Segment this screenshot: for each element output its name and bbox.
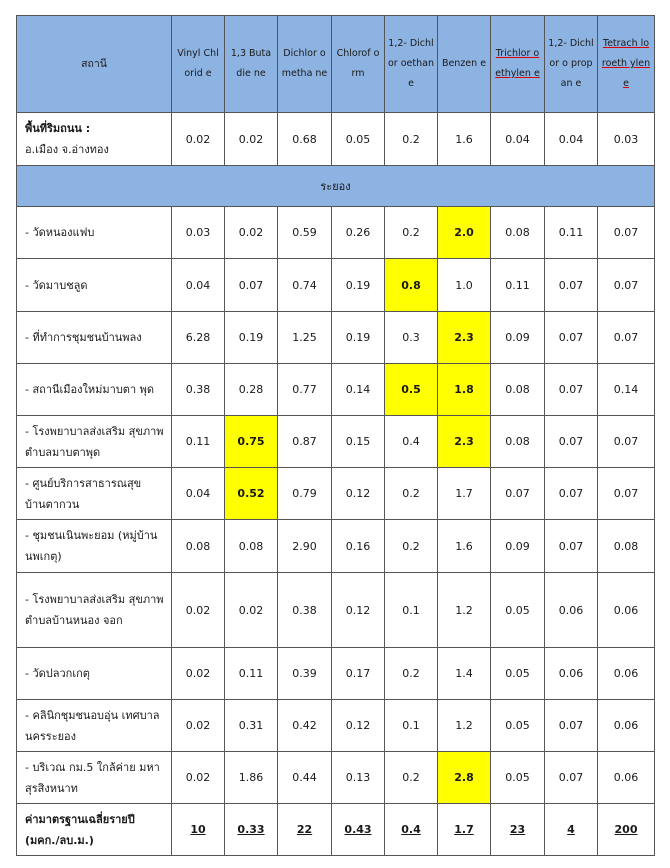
table-row [17, 207, 655, 259]
concentration-cell: 0.07 [545, 468, 598, 520]
concentration-cell: 0.02 [172, 573, 225, 648]
concentration-cell: 0.74 [278, 259, 332, 312]
standard-value-cell: 10 [172, 804, 225, 856]
table-row [17, 752, 655, 804]
concentration-cell: 0.3 [385, 312, 438, 364]
station-name: - โรงพยาบาลส่งเสริม สุขภาพตำบลบ้านหนอง จอก [17, 573, 172, 648]
concentration-cell: 0.11 [545, 207, 598, 259]
concentration-cell: 0.38 [172, 364, 225, 416]
pollutant-column-label: Tetrach loroeth ylene [601, 38, 651, 89]
concentration-cell: 0.07 [598, 416, 655, 468]
concentration-cell: 0.02 [225, 113, 278, 166]
concentration-cell: 0.28 [225, 364, 278, 416]
concentration-cell: 0.07 [545, 416, 598, 468]
concentration-cell: 0.03 [598, 113, 655, 166]
table-row-annual-standard [17, 804, 655, 856]
table-row [17, 468, 655, 520]
concentration-cell: 0.38 [278, 573, 332, 648]
concentration-cell: 0.19 [225, 312, 278, 364]
exceeding-concentration-cell: 0.8 [385, 259, 438, 312]
pollutant-column-header [225, 16, 278, 113]
concentration-cell: 0.31 [225, 700, 278, 752]
concentration-cell: 0.26 [332, 207, 385, 259]
concentration-cell: 1.6 [438, 520, 491, 573]
concentration-cell: 0.13 [332, 752, 385, 804]
table-row [17, 520, 655, 573]
table-row [17, 416, 655, 468]
concentration-cell: 0.08 [172, 520, 225, 573]
concentration-cell: 2.90 [278, 520, 332, 573]
concentration-cell: 0.05 [491, 573, 545, 648]
station-name: - ศูนย์บริการสาธารณสุข บ้านตากวน [17, 468, 172, 520]
table-row-roadside [17, 113, 655, 166]
concentration-cell: 0.11 [491, 259, 545, 312]
concentration-cell: 0.07 [598, 468, 655, 520]
concentration-cell: 0.17 [332, 648, 385, 700]
standard-value-cell: 0.43 [332, 804, 385, 856]
concentration-cell: 0.68 [278, 113, 332, 166]
annual-standard-label: ค่ามาตรฐานเฉลี่ยรายปี (มคก./ลบ.ม.) [17, 804, 172, 856]
table-header-row [17, 16, 655, 113]
concentration-cell: 0.02 [172, 700, 225, 752]
concentration-cell: 0.02 [172, 648, 225, 700]
concentration-cell: 0.08 [598, 520, 655, 573]
pollutant-column-label: Vinyl Chlorid e [177, 48, 219, 79]
exceeding-concentration-cell: 2.8 [438, 752, 491, 804]
table-row [17, 364, 655, 416]
standard-value-cell: 22 [278, 804, 332, 856]
station-name: - วัดปลวกเกตุ [17, 648, 172, 700]
concentration-cell: 0.08 [491, 207, 545, 259]
concentration-cell: 0.06 [545, 573, 598, 648]
concentration-cell: 0.05 [491, 648, 545, 700]
concentration-cell: 0.08 [491, 364, 545, 416]
concentration-cell: 0.05 [491, 752, 545, 804]
concentration-cell: 0.11 [225, 648, 278, 700]
concentration-cell: 1.86 [225, 752, 278, 804]
concentration-cell: 0.07 [545, 520, 598, 573]
concentration-cell: 0.79 [278, 468, 332, 520]
pollutant-column-header [385, 16, 438, 113]
station-name: - วัดมาบชลูด [17, 259, 172, 312]
concentration-cell: 0.39 [278, 648, 332, 700]
concentration-cell: 0.04 [545, 113, 598, 166]
concentration-cell: 0.07 [225, 259, 278, 312]
standard-value-cell: 1.7 [438, 804, 491, 856]
pollutant-column-header [491, 16, 545, 113]
exceeding-concentration-cell: 1.8 [438, 364, 491, 416]
standard-value-cell: 200 [598, 804, 655, 856]
station-name [17, 113, 172, 166]
concentration-cell: 1.2 [438, 700, 491, 752]
pollutant-column-header [545, 16, 598, 113]
pollutant-column-label: 1,2- Dichlor oethan e [388, 38, 434, 89]
concentration-cell: 1.2 [438, 573, 491, 648]
concentration-cell: 0.14 [332, 364, 385, 416]
concentration-cell: 0.02 [225, 573, 278, 648]
concentration-cell: 0.07 [545, 364, 598, 416]
concentration-cell: 0.15 [332, 416, 385, 468]
concentration-cell: 0.44 [278, 752, 332, 804]
pollutant-column-header [172, 16, 225, 113]
concentration-cell: 0.07 [545, 752, 598, 804]
concentration-cell: 0.08 [225, 520, 278, 573]
concentration-cell: 0.02 [225, 207, 278, 259]
concentration-cell: 0.09 [491, 520, 545, 573]
concentration-cell: 0.07 [491, 468, 545, 520]
station-location-label: อ.เมือง จ.อ่างทอง [25, 143, 109, 156]
voc-concentration-table [16, 15, 655, 856]
region-label: ระยอง [17, 166, 655, 207]
standard-value-cell: 0.33 [225, 804, 278, 856]
pollutant-column-label: Chlorof orm [336, 48, 380, 79]
pollutant-column-label: 1,2- Dichlor o propan e [548, 38, 594, 89]
concentration-cell: 0.12 [332, 573, 385, 648]
concentration-cell: 0.2 [385, 207, 438, 259]
concentration-cell: 0.06 [598, 573, 655, 648]
pollutant-column-label: Dichlor ometha ne [281, 48, 328, 79]
concentration-cell: 0.4 [385, 416, 438, 468]
pollutant-column-header [438, 16, 491, 113]
station-name: - โรงพยาบาลส่งเสริม สุขภาพตำบลมาบตาพุด [17, 416, 172, 468]
concentration-cell: 0.06 [598, 700, 655, 752]
concentration-cell: 1.4 [438, 648, 491, 700]
concentration-cell: 1.0 [438, 259, 491, 312]
station-column-header: สถานี [17, 16, 172, 113]
concentration-cell: 0.2 [385, 520, 438, 573]
station-name: - ที่ทำการชุมชนบ้านพลง [17, 312, 172, 364]
exceeding-concentration-cell: 2.0 [438, 207, 491, 259]
exceeding-concentration-cell: 2.3 [438, 416, 491, 468]
concentration-cell: 0.05 [491, 700, 545, 752]
concentration-cell: 0.19 [332, 312, 385, 364]
concentration-cell: 0.07 [545, 312, 598, 364]
concentration-cell: 0.02 [172, 752, 225, 804]
concentration-cell: 0.16 [332, 520, 385, 573]
concentration-cell: 0.04 [491, 113, 545, 166]
station-name: - คลินิกชุมชนอบอุ่น เทศบาล นครระยอง [17, 700, 172, 752]
table-row [17, 648, 655, 700]
station-name: - สถานีเมืองใหม่มาบตา พุด [17, 364, 172, 416]
region-row-rayong [17, 166, 655, 207]
station-area-label: พื้นที่ริมถนน : [25, 122, 91, 135]
concentration-cell: 0.09 [491, 312, 545, 364]
exceeding-concentration-cell: 0.75 [225, 416, 278, 468]
pollutant-column-header [332, 16, 385, 113]
concentration-cell: 0.2 [385, 113, 438, 166]
concentration-cell: 0.06 [598, 648, 655, 700]
exceeding-concentration-cell: 0.52 [225, 468, 278, 520]
concentration-cell: 0.07 [598, 207, 655, 259]
pollutant-column-header [598, 16, 655, 113]
concentration-cell: 0.2 [385, 648, 438, 700]
concentration-cell: 0.12 [332, 468, 385, 520]
concentration-cell: 0.04 [172, 468, 225, 520]
concentration-cell: 0.1 [385, 700, 438, 752]
table-row [17, 700, 655, 752]
concentration-cell: 0.08 [491, 416, 545, 468]
pollutant-column-label: Benzen e [441, 58, 487, 69]
table-row [17, 259, 655, 312]
table-row [17, 573, 655, 648]
concentration-cell: 0.07 [545, 700, 598, 752]
pollutant-column-label: 1,3 Butadie ne [230, 48, 272, 79]
concentration-cell: 0.19 [332, 259, 385, 312]
concentration-cell: 1.6 [438, 113, 491, 166]
concentration-cell: 0.2 [385, 468, 438, 520]
standard-value-cell: 0.4 [385, 804, 438, 856]
standard-value-cell: 4 [545, 804, 598, 856]
station-name: - ชุมชนเนินพะยอม (หมู่บ้านนพเกตุ) [17, 520, 172, 573]
concentration-cell: 0.12 [332, 700, 385, 752]
concentration-cell: 0.07 [598, 312, 655, 364]
concentration-cell: 1.25 [278, 312, 332, 364]
concentration-cell: 0.02 [172, 113, 225, 166]
pollutant-column-header [278, 16, 332, 113]
station-name: - บริเวณ กม.5 ใกล้ค่าย มหาสุรสิงหนาท [17, 752, 172, 804]
concentration-cell: 0.06 [598, 752, 655, 804]
concentration-cell: 0.11 [172, 416, 225, 468]
pollutant-column-label: Trichlor o ethylen e [495, 48, 540, 79]
concentration-cell: 0.1 [385, 573, 438, 648]
concentration-cell: 6.28 [172, 312, 225, 364]
concentration-cell: 0.2 [385, 752, 438, 804]
concentration-cell: 0.04 [172, 259, 225, 312]
concentration-cell: 0.06 [545, 648, 598, 700]
concentration-cell: 0.05 [332, 113, 385, 166]
table-row [17, 312, 655, 364]
concentration-cell: 0.03 [172, 207, 225, 259]
concentration-cell: 0.87 [278, 416, 332, 468]
exceeding-concentration-cell: 2.3 [438, 312, 491, 364]
concentration-cell: 0.14 [598, 364, 655, 416]
concentration-cell: 0.07 [598, 259, 655, 312]
concentration-cell: 0.07 [545, 259, 598, 312]
exceeding-concentration-cell: 0.5 [385, 364, 438, 416]
station-name: - วัดหนองแฟบ [17, 207, 172, 259]
standard-value-cell: 23 [491, 804, 545, 856]
concentration-cell: 0.42 [278, 700, 332, 752]
concentration-cell: 0.59 [278, 207, 332, 259]
concentration-cell: 0.77 [278, 364, 332, 416]
concentration-cell: 1.7 [438, 468, 491, 520]
